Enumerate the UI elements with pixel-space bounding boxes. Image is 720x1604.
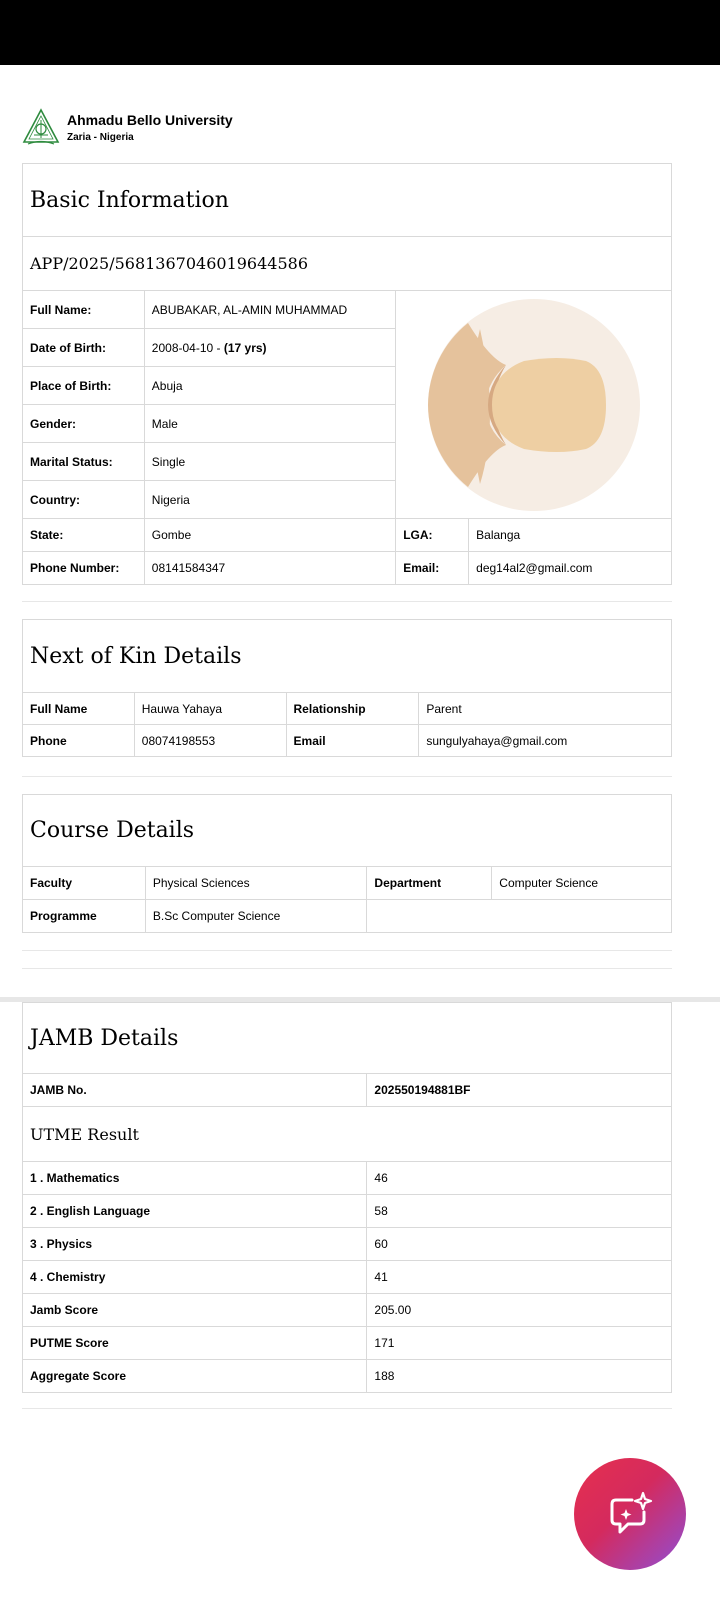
jamb-number-label: JAMB No. — [23, 1074, 367, 1107]
kin-email-value: sungulyahaya@gmail.com — [419, 725, 672, 757]
divider — [22, 601, 672, 602]
section-title-jamb: JAMB Details — [23, 1003, 672, 1074]
section-title-basic: Basic Information — [23, 164, 672, 237]
kin-phone-label: Phone — [23, 725, 135, 757]
programme-label: Programme — [23, 900, 146, 933]
subject-score: 41 — [367, 1261, 672, 1294]
phone-label: Phone Number: — [23, 552, 145, 585]
country-value: Nigeria — [144, 481, 395, 519]
country-label: Country: — [23, 481, 145, 519]
dob-date: 2008-04-10 - — [151, 340, 224, 355]
jamb-score-value: 205.00 — [367, 1294, 672, 1327]
email-value: deg14al2@gmail.com — [469, 552, 672, 585]
jamb-details-table — [22, 1002, 672, 1393]
kin-email-label: Email — [286, 725, 419, 757]
basic-information-table — [22, 163, 672, 585]
gender-value: Male — [144, 405, 395, 443]
section-title-course: Course Details — [23, 795, 672, 867]
aggregate-score-value: 188 — [367, 1360, 672, 1393]
subject-score: 58 — [367, 1195, 672, 1228]
jamb-number-value: 202550194881BF — [367, 1074, 672, 1107]
avatar-placeholder-icon — [428, 299, 640, 511]
utme-result-title: UTME Result — [23, 1107, 672, 1162]
subject-score: 60 — [367, 1228, 672, 1261]
course-details-table — [22, 794, 672, 933]
next-of-kin-table — [22, 619, 672, 757]
full-name-label: Full Name: — [23, 291, 145, 329]
date-of-birth-label: Date of Birth: — [23, 329, 145, 367]
university-location: Zaria - Nigeria — [67, 131, 134, 143]
date-of-birth-value — [144, 329, 395, 367]
full-name-value: ABUBAKAR, AL-AMIN MUHAMMAD — [144, 291, 395, 329]
application-number: APP/2025/5681367046019644586 — [23, 237, 672, 291]
programme-value: B.Sc Computer Science — [145, 900, 367, 933]
phone-value: 08141584347 — [144, 552, 395, 585]
place-of-birth-label: Place of Birth: — [23, 367, 145, 405]
marital-status-value: Single — [144, 443, 395, 481]
gender-label: Gender: — [23, 405, 145, 443]
section-title-next-of-kin: Next of Kin Details — [23, 620, 672, 693]
kin-relationship-label: Relationship — [286, 693, 419, 725]
place-of-birth-value: Abuja — [144, 367, 395, 405]
kin-relationship-value: Parent — [419, 693, 672, 725]
passport-photo — [396, 291, 672, 519]
department-label: Department — [367, 867, 492, 900]
kin-name-value: Hauwa Yahaya — [134, 693, 286, 725]
subject-label: 1 . Mathematics — [23, 1162, 367, 1195]
aggregate-score-label: Aggregate Score — [23, 1360, 367, 1393]
age-value: (17 yrs) — [223, 340, 267, 355]
university-crest-icon — [22, 108, 60, 146]
divider — [22, 776, 672, 777]
lga-label: LGA: — [396, 519, 469, 552]
subject-label: 2 . English Language — [23, 1195, 367, 1228]
divider — [22, 950, 672, 951]
subject-label: 4 . Chemistry — [23, 1261, 367, 1294]
divider — [22, 1408, 672, 1409]
jamb-score-label: Jamb Score — [23, 1294, 367, 1327]
subject-label: 3 . Physics — [23, 1228, 367, 1261]
email-label: Email: — [396, 552, 469, 585]
divider — [22, 968, 672, 969]
faculty-label: Faculty — [23, 867, 146, 900]
ai-chat-button[interactable] — [574, 1458, 686, 1570]
putme-score-label: PUTME Score — [23, 1327, 367, 1360]
status-bar — [0, 0, 720, 65]
faculty-value: Physical Sciences — [145, 867, 367, 900]
lga-value: Balanga — [469, 519, 672, 552]
subject-score: 46 — [367, 1162, 672, 1195]
marital-status-label: Marital Status: — [23, 443, 145, 481]
state-label: State: — [23, 519, 145, 552]
kin-name-label: Full Name — [23, 693, 135, 725]
department-value: Computer Science — [492, 867, 672, 900]
state-value: Gombe — [144, 519, 395, 552]
university-header — [22, 108, 233, 146]
university-name: Ahmadu Bello University — [67, 111, 233, 128]
kin-phone-value: 08074198553 — [134, 725, 286, 757]
empty-cell — [367, 900, 672, 933]
putme-score-value: 171 — [367, 1327, 672, 1360]
ai-chat-sparkle-icon — [606, 1490, 654, 1538]
